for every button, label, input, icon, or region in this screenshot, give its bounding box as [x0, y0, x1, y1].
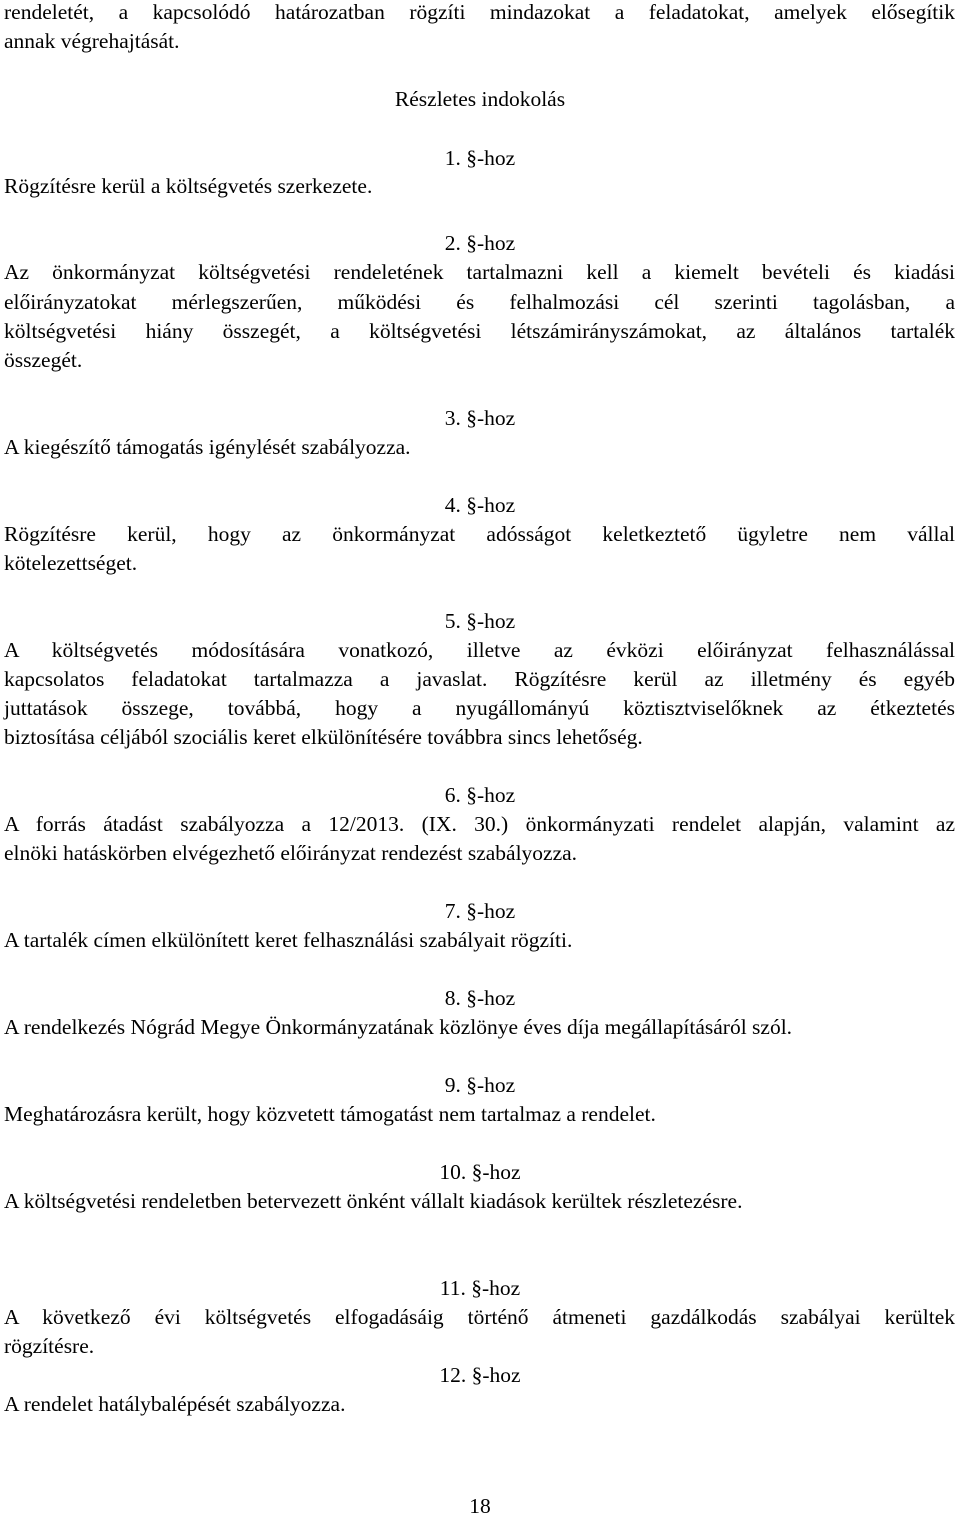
section-text-12-1: A rendelet hatálybalépését szabályozza.: [4, 1392, 346, 1416]
section-text-3-1: A kiegészítő támogatás igénylését szabályozza.: [4, 435, 411, 459]
section-text-11-1: A következő évi költségvetés elfogadásáig történő átmeneti gazdálkodás szabályai kerültek: [4, 1305, 955, 1329]
section-heading-9: 9. §-hoz: [444, 1073, 516, 1097]
section-text-6-2: elnöki hatáskörben elvégezhető előirányzat rendezést szabályozza.: [4, 841, 578, 865]
section-text-4-2: kötelezettséget.: [4, 551, 138, 575]
section-heading-8: 8. §-hoz: [444, 986, 516, 1010]
section-heading-7: 7. §-hoz: [444, 899, 516, 923]
section-heading-6: 6. §-hoz: [444, 783, 516, 807]
section-text-4-1: Rögzítésre kerül, hogy az önkormányzat adósságot keletkeztető ügyletre nem vállal: [4, 522, 955, 546]
section-heading-2: 2. §-hoz: [444, 231, 516, 255]
section-text-8-1: A rendelkezés Nógrád Megye Önkormányzatának közlönye éves díja megállapításáról szól.: [4, 1015, 793, 1039]
section-heading-3: 3. §-hoz: [444, 406, 516, 430]
section-text-2-4: összegét.: [4, 348, 83, 372]
section-text-7-1: A tartalék címen elkülönített keret felhasználási szabályait rögzíti.: [4, 928, 573, 952]
section-heading-12: 12. §-hoz: [439, 1363, 521, 1387]
section-heading-11: 11. §-hoz: [439, 1276, 521, 1300]
section-text-2-3: költségvetési hiány összegét, a költségvetési létszámirányszámokat, az általános tartalék: [4, 319, 955, 343]
section-text-5-1: A költségvetés módosítására vonatkozó, illetve az évközi előirányzat felhasználással: [4, 638, 955, 662]
section-text-6-1: A forrás átadást szabályozza a 12/2013. (IX. 30.) önkormányzati rendelet alapján, valamint az: [4, 812, 955, 836]
section-heading-4: 4. §-hoz: [444, 493, 516, 517]
page-title: Részletes indokolás: [394, 87, 566, 111]
section-text-5-4: biztosítása céljából szociális keret elkülönítésére továbbra sincs lehetőség.: [4, 725, 643, 749]
intro-line-1: rendeletét, a kapcsolódó határozatban rögzíti mindazokat a feladatokat, amelyek elősegítik: [4, 0, 955, 24]
section-text-5-2: kapcsolatos feladatokat tartalmazza a javaslat. Rögzítésre kerül az illetmény és egyéb: [4, 667, 955, 691]
section-text-11-2: rögzítésre.: [4, 1334, 95, 1358]
section-text-1-1: Rögzítésre kerül a költségvetés szerkezete.: [4, 174, 373, 198]
section-heading-1: 1. §-hoz: [444, 146, 516, 170]
section-text-10-1: A költségvetési rendeletben betervezett önként vállalt kiadások kerültek részletezésre.: [4, 1189, 743, 1213]
intro-line-2: annak végrehajtását.: [4, 29, 180, 53]
page-number: 18: [469, 1494, 491, 1518]
section-text-9-1: Meghatározásra került, hogy közvetett támogatást nem tartalmaz a rendelet.: [4, 1102, 656, 1126]
section-text-2-2: előirányzatokat mérlegszerűen, működési és felhalmozási cél szerinti tagolásban, a: [4, 290, 955, 314]
section-heading-10: 10. §-hoz: [439, 1160, 521, 1184]
section-text-5-3: juttatások összege, továbbá, hogy a nyugállományú köztisztviselőknek az étkeztetés: [4, 696, 955, 720]
section-text-2-1: Az önkormányzat költségvetési rendeletének tartalmazni kell a kiemelt bevételi és kiadási: [4, 260, 955, 284]
section-heading-5: 5. §-hoz: [444, 609, 516, 633]
